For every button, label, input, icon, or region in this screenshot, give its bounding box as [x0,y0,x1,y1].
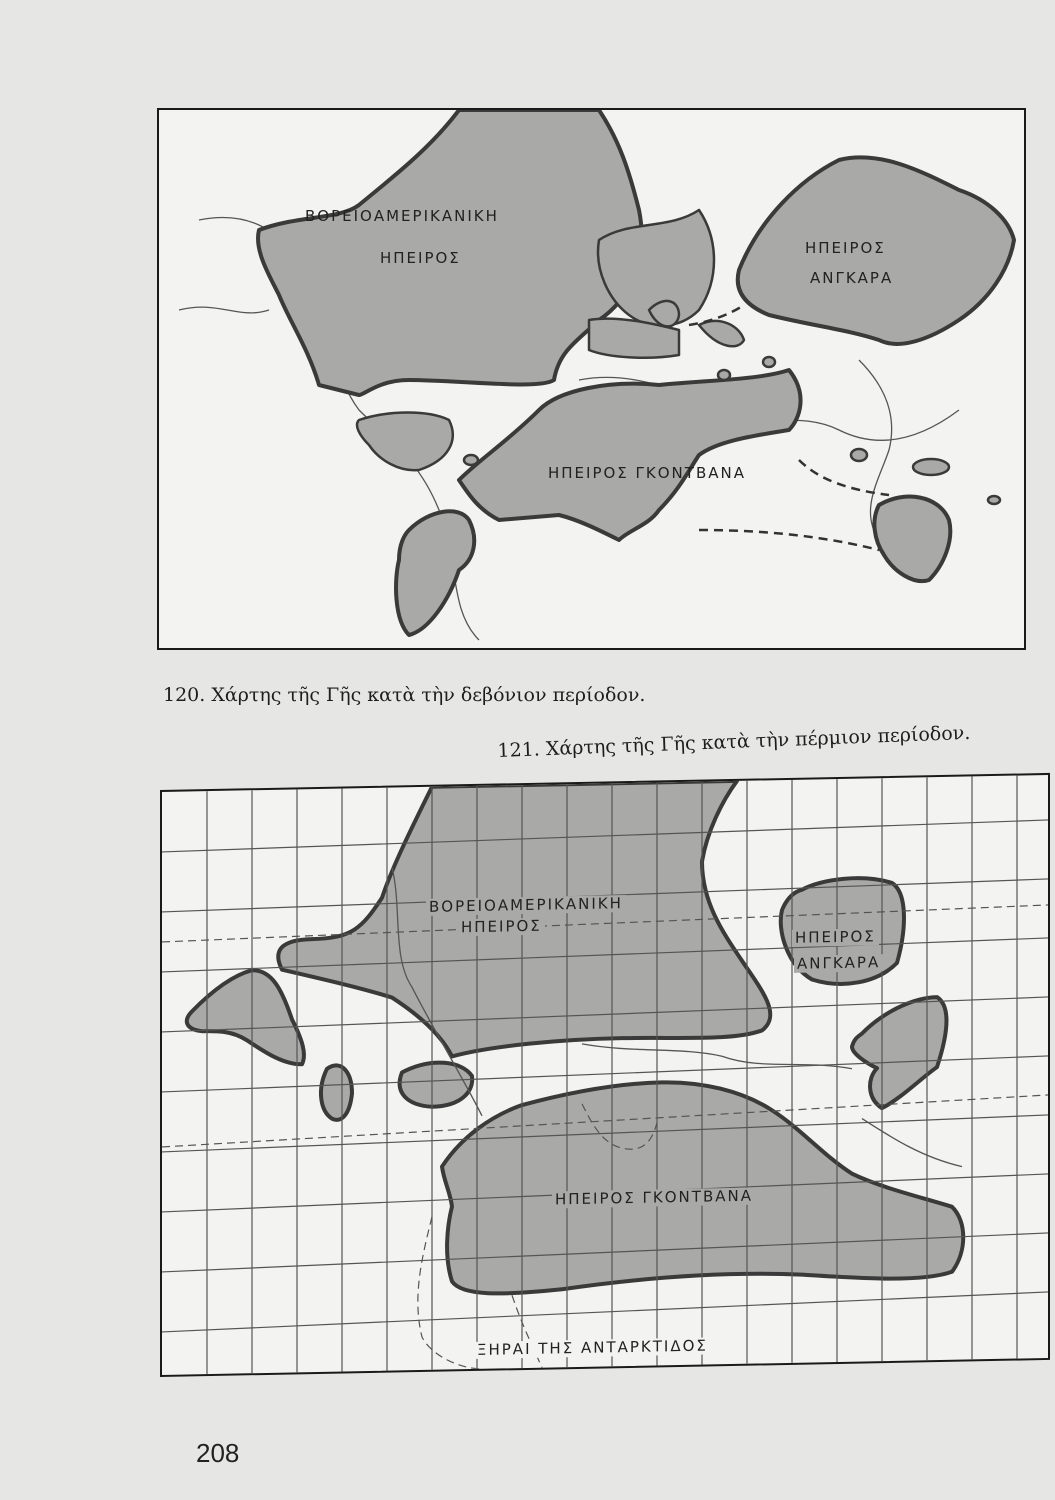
angara-label-line1: ΗΠΕΙΡΟΣ [792,928,879,947]
gondwana-margin-dashed [699,530,879,550]
modern-coastline [582,1039,852,1074]
island-landmass [913,459,949,475]
island-landmass [851,449,867,461]
north-america-label-line2: ΗΠΕΙΡΟΣ [380,249,461,267]
angara-label-line2: ΑΝΓΚΑΡΑ [794,954,883,973]
devonian-map-caption: 120. Χάρτης τῆς Γῆς κατὰ τὴν δεβόνιον περίοδον. [163,684,646,706]
angara-label-line1: ΗΠΕΙΡΟΣ [805,239,886,257]
devonian-map [157,108,1026,650]
southeast-asia-landmass [852,997,946,1109]
permian-map [160,773,1050,1377]
north-america-label-line1: ΒΟΡΕΙΟΑΜΕΡΙΚΑΝΙΚΗ [426,895,626,916]
permian-map-drawing [162,775,1048,1375]
angara-label-line2: ΑΝΓΚΑΡΑ [810,269,894,287]
island-landmass [988,496,1000,504]
modern-coastline [862,1117,962,1169]
island-landmass [464,455,478,465]
permian-map-caption: 121. Χάρτης τῆς Γῆς κατὰ τὴν πέρμιον περίοδον. [497,721,971,762]
north-america-label-line2: ΗΠΕΙΡΟΣ [458,918,545,937]
island-landmass [699,321,744,346]
modern-coastline [179,307,269,313]
island-landmass [321,1065,352,1120]
gondwana-landmass [442,1077,963,1295]
gondwana-label: ΗΠΕΙΡΟΣ ΓΚΟΝΤΒΑΝΑ [552,1188,756,1209]
south-america-landmass [396,511,474,635]
island-landmass [400,1062,473,1107]
island-landmass [718,370,730,380]
north-america-label-line1: ΒΟΡΕΙΟΑΜΕΡΙΚΑΝΙΚΗ [305,207,499,225]
antarctica-label: ΞΗΡΑΙ ΤΗΣ ΑΝΤΑΡΚΤΙΔΟΣ [474,1337,711,1359]
south-america-fragment-landmass [187,969,304,1066]
gondwana-margin-dashed [799,460,889,495]
devonian-map-drawing [159,110,1024,648]
gondwana-australia-landmass [874,497,950,582]
gondwana-landmass [459,370,801,540]
island-landmass [763,357,775,367]
gondwana-label: ΗΠΕΙΡΟΣ ΓΚΟΝΤΒΑΝΑ [548,464,746,482]
central-america-landmass [357,413,453,471]
page-number: 208 [196,1438,240,1468]
